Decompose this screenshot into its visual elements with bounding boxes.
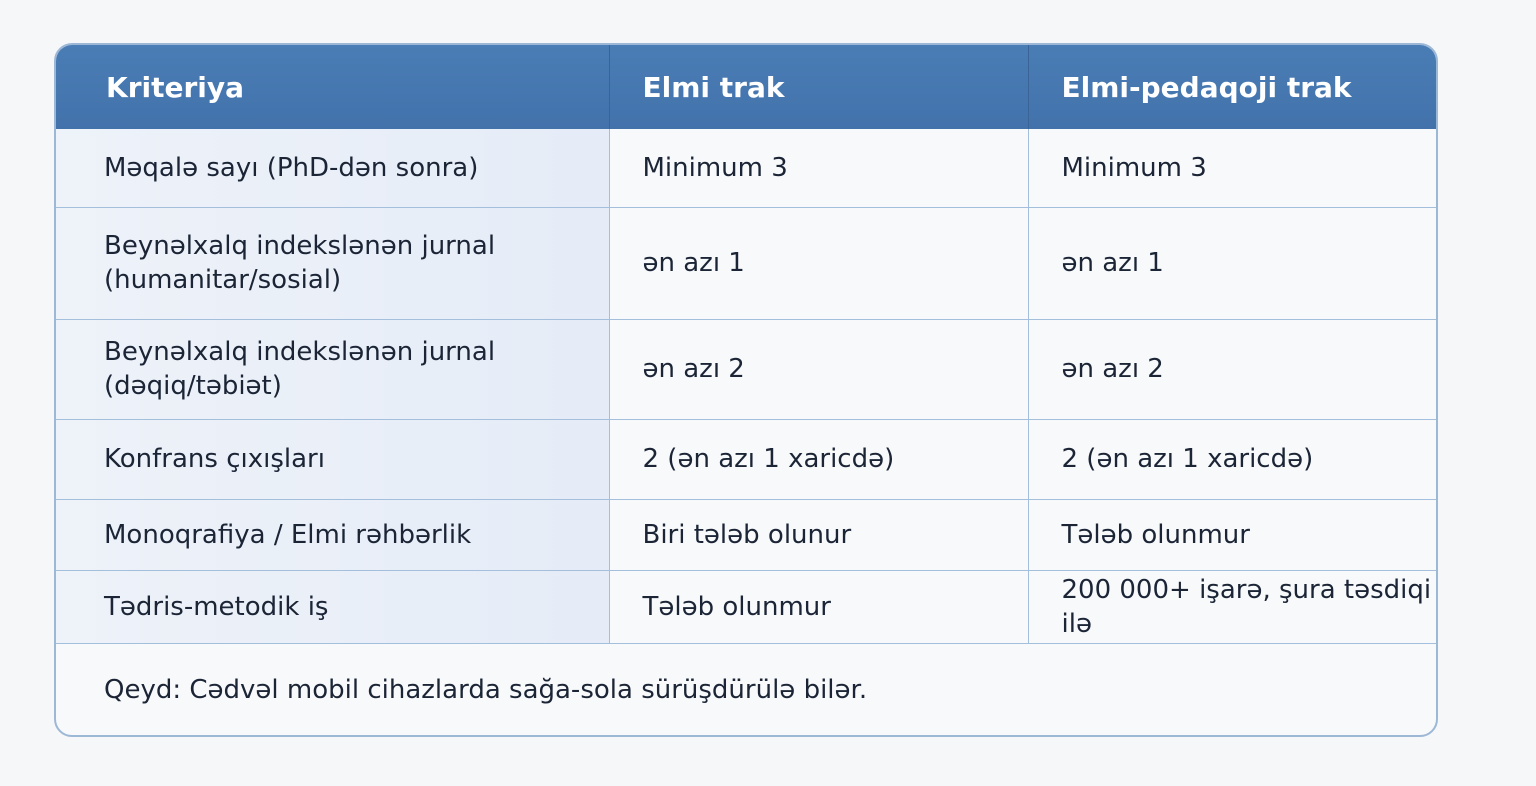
pedagogical-track-cell: ən azı 2: [1028, 319, 1436, 419]
scientific-track-cell: ən azı 1: [609, 207, 1028, 319]
scientific-track-cell: ən azı 2: [609, 319, 1028, 419]
table-row: [56, 570, 1436, 643]
table-header-row: [56, 45, 1436, 129]
pedagogical-track-cell: Tələb olunmur: [1028, 499, 1436, 570]
scientific-track-cell: Minimum 3: [609, 129, 1028, 207]
table-note: Qeyd: Cədvəl mobil cihazlarda sağa-sola sürüşdürülə bilər.: [104, 675, 868, 705]
criteria-cell: Məqalə sayı (PhD-dən sonra): [56, 129, 609, 207]
pedagogical-track-cell: ən azı 1: [1028, 207, 1436, 319]
pedagogical-track-cell: 200 000+ işarə, şura təsdiqi ilə: [1028, 570, 1436, 643]
scientific-track-cell: Tələb olunmur: [609, 570, 1028, 643]
pedagogical-track-cell: Minimum 3: [1028, 129, 1436, 207]
pedagogical-track-cell: 2 (ən azı 1 xaricdə): [1028, 419, 1436, 499]
scientific-track-cell: 2 (ən azı 1 xaricdə): [609, 419, 1028, 499]
criteria-cell: Monoqrafiya / Elmi rəhbərlik: [56, 499, 609, 570]
table-row: [56, 499, 1436, 570]
header-scientific-pedagogical-track: Elmi-pedaqoji trak: [1028, 45, 1436, 129]
table-row: [56, 207, 1436, 319]
criteria-table-card: [54, 43, 1438, 737]
scientific-track-cell: Biri tələb olunur: [609, 499, 1028, 570]
criteria-cell: Beynəlxalq indekslənən jurnal (dəqiq/təbiət): [56, 319, 609, 419]
criteria-table: [56, 45, 1436, 644]
header-criteria: Kriteriya: [56, 45, 609, 129]
table-row: [56, 319, 1436, 419]
criteria-cell: Beynəlxalq indekslənən jurnal (humanitar/sosial): [56, 207, 609, 319]
table-row: [56, 129, 1436, 207]
criteria-cell: Tədris-metodik iş: [56, 570, 609, 643]
table-row: [56, 419, 1436, 499]
criteria-cell: Konfrans çıxışları: [56, 419, 609, 499]
header-scientific-track: Elmi trak: [609, 45, 1028, 129]
